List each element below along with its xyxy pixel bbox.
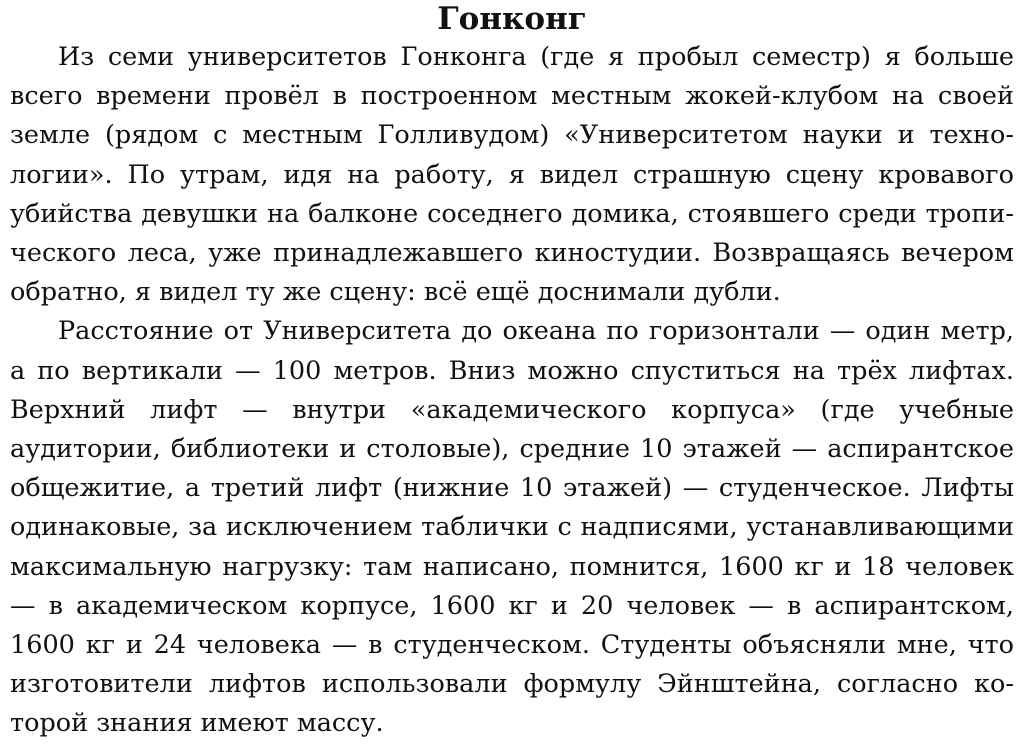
paragraph-1: Из семи университетов Гонконга (где я пробыл семестр) я больше всего времени провёл в построенном местным жокей-клубом на своей земле (рядом с местным Голливудом) «Университетом науки и технологии». По утрам, идя на работу, я видел страшную сцену кровавого убийства девушки на балконе соседнего домика, стоявшего среди тропического леса, уже принадлежавшего киностудии. Возвращаясь вечером обратно, я видел ту же сцену: всё ещё доснимали дубли. bbox=[10, 42, 1014, 308]
document-title: Гонконг bbox=[437, 1, 587, 37]
document-page bbox=[10, 0, 1014, 744]
paragraph-2: Расстояние от Университета до океана по горизонтали — один метр, а по вертикали — 100 метров. Вниз можно спуститься на трёх лифтах. Верхний лифт — внутри «академического корпуса» (где учебные аудитории, библиотеки и столовые), средние 10 этажей — аспирантское общежитие, а третий лифт (нижние 10 этажей) — студенческое. Лифты одинаковые, за исключением таблички с надписями, устанавливающими максимальную нагрузку: там написано, помнится, 1600 кг и 18 человек — в академическом корпусе, 1600 кг и 20 человек — в аспирантском, 1600 кг и 24 человека — в студенческом. Студенты объясняли мне, что изготовители лифтов использовали формулу Эйнштейна, согласно которой знания имеют массу. bbox=[10, 316, 1014, 739]
